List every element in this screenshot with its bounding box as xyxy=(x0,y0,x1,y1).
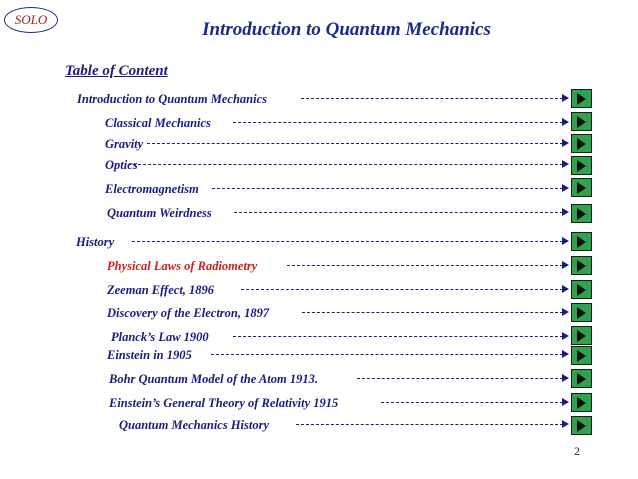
play-icon xyxy=(577,236,586,248)
solo-badge: SOLO xyxy=(4,7,58,33)
page-number: 2 xyxy=(574,444,580,458)
arrow-icon xyxy=(562,308,569,316)
toc-item-planck[interactable]: Planck’s Law 1900 xyxy=(111,330,209,344)
play-icon xyxy=(577,397,586,409)
play-icon xyxy=(577,307,586,319)
nav-button-gravity[interactable] xyxy=(571,134,592,153)
toc-heading: Table of Content xyxy=(65,63,168,79)
nav-button-quantum-weirdness[interactable] xyxy=(571,204,592,223)
toc-item-general-relativity[interactable]: Einstein’s General Theory of Relativity 1915 xyxy=(109,396,339,410)
nav-button-electron[interactable] xyxy=(571,303,592,322)
leader-line xyxy=(233,336,563,337)
toc-item-radiometry[interactable]: Physical Laws of Radiometry xyxy=(107,259,258,273)
toc-item-zeeman[interactable]: Zeeman Effect, 1896 xyxy=(107,283,215,297)
nav-button-zeeman[interactable] xyxy=(571,280,592,299)
leader-line xyxy=(147,143,563,144)
leader-line xyxy=(301,98,563,99)
arrow-icon xyxy=(562,374,569,382)
play-icon xyxy=(577,260,586,272)
nav-button-einstein-1905[interactable] xyxy=(571,346,592,365)
arrow-icon xyxy=(562,160,569,168)
play-icon xyxy=(577,284,586,296)
page-title: Introduction to Quantum Mechanics xyxy=(202,19,491,40)
arrow-icon xyxy=(562,350,569,358)
play-icon xyxy=(577,350,586,362)
nav-button-general-relativity[interactable] xyxy=(571,393,592,412)
play-icon xyxy=(577,138,586,150)
arrow-icon xyxy=(562,285,569,293)
leader-line xyxy=(302,312,563,313)
nav-button-bohr[interactable] xyxy=(571,369,592,388)
leader-line xyxy=(296,424,563,425)
toc-item-bohr[interactable]: Bohr Quantum Model of the Atom 1913. xyxy=(109,372,318,386)
toc-item-electron[interactable]: Discovery of the Electron, 1897 xyxy=(107,306,270,320)
nav-button-qm-history[interactable] xyxy=(571,416,592,435)
play-icon xyxy=(577,93,586,105)
toc-item-electromagnetism[interactable]: Electromagnetism xyxy=(105,182,199,196)
toc-item-qm-history[interactable]: Quantum Mechanics History xyxy=(119,418,270,432)
toc-item-gravity[interactable]: Gravity xyxy=(105,137,144,151)
toc-item-classical-mechanics[interactable]: Classical Mechanics xyxy=(105,116,211,130)
play-icon xyxy=(577,116,586,128)
play-icon xyxy=(577,182,586,194)
leader-line xyxy=(287,265,563,266)
nav-button-intro-qm[interactable] xyxy=(571,89,592,108)
leader-line xyxy=(381,402,563,403)
play-icon xyxy=(577,330,586,342)
leader-line xyxy=(212,188,563,189)
arrow-icon xyxy=(562,420,569,428)
leader-line xyxy=(233,122,563,123)
leader-line xyxy=(241,289,563,290)
play-icon xyxy=(577,208,586,220)
nav-button-radiometry[interactable] xyxy=(571,256,592,275)
leader-line xyxy=(128,164,563,165)
leader-line xyxy=(211,354,563,355)
play-icon xyxy=(577,160,586,172)
toc-item-quantum-weirdness[interactable]: Quantum Weirdness xyxy=(107,206,212,220)
nav-button-electromagnetism[interactable] xyxy=(571,178,592,197)
nav-button-optics[interactable] xyxy=(571,156,592,175)
leader-line xyxy=(234,212,563,213)
play-icon xyxy=(577,420,586,432)
leader-line xyxy=(132,241,563,242)
arrow-icon xyxy=(562,332,569,340)
arrow-icon xyxy=(562,94,569,102)
toc-item-optics[interactable]: Optics xyxy=(105,158,138,172)
toc-item-einstein-1905[interactable]: Einstein in 1905 xyxy=(107,348,192,362)
nav-button-history[interactable] xyxy=(571,232,592,251)
nav-button-planck[interactable] xyxy=(571,326,592,345)
arrow-icon xyxy=(562,237,569,245)
play-icon xyxy=(577,373,586,385)
arrow-icon xyxy=(562,398,569,406)
arrow-icon xyxy=(562,118,569,126)
toc-item-history[interactable]: History xyxy=(76,235,115,249)
arrow-icon xyxy=(562,208,569,216)
arrow-icon xyxy=(562,184,569,192)
nav-button-classical-mechanics[interactable] xyxy=(571,112,592,131)
arrow-icon xyxy=(562,261,569,269)
toc-item-intro-qm[interactable]: Introduction to Quantum Mechanics xyxy=(77,92,267,106)
leader-line xyxy=(357,378,563,379)
arrow-icon xyxy=(562,139,569,147)
